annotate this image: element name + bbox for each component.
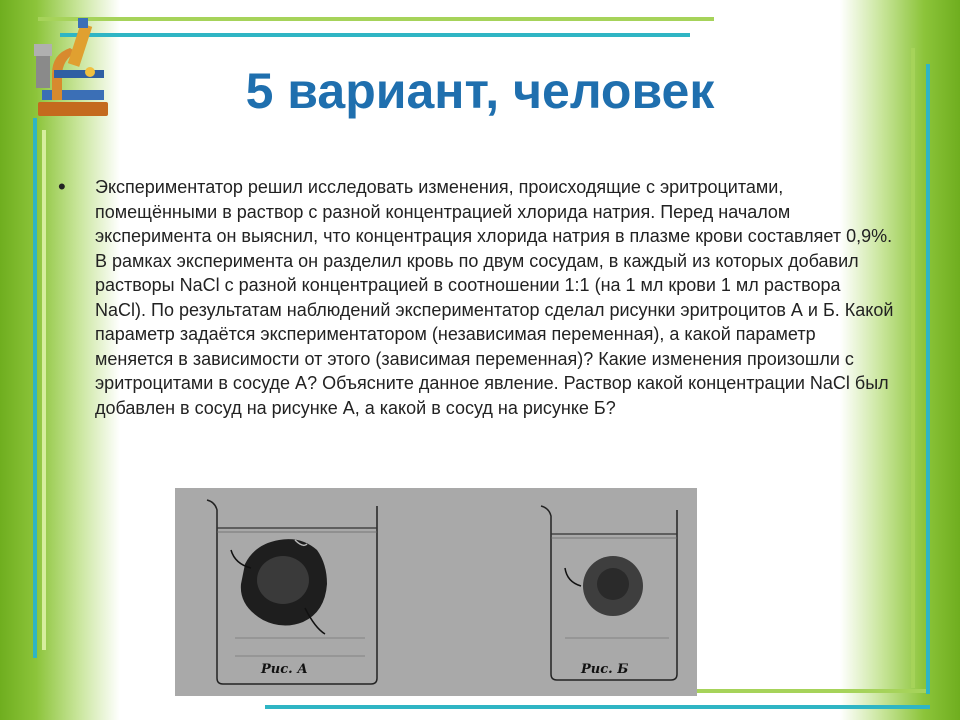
erythrocyte-b-icon <box>565 556 643 616</box>
task-text: Экспериментатор решил исследовать изменения, происходящие с эритроцитами, помещёнными в раствор с разной концентрацией хлорида натрия. Перед началом эксперимента он выяснил, что концентрация хлорида натрия в плазме крови составляет 0,9%. В рамках эксперимента он разделил кровь по двум сосудам, в каждый из которых добавил растворы NaCl с разной концентрацией в соотношении 1:1 (на 1 мл крови 1 мл раствора NaCl). По результатам наблюдений экспериментатор сделал рисунки эритроцитов А и Б. Какой параметр задаётся экспериментатором (независимая переменная), а какой параметр меняется в зависимости от этого (зависимая переменная)? Какие изменения произошли с эритроцитами в сосуде А? Объясните данное явление. Раствор какой концентрации NaCl был добавлен в сосуд на рисунке А, а какой в сосуд на рисунке Б? <box>95 177 894 418</box>
erythrocyte-a-icon <box>231 539 327 634</box>
bullet-marker: • <box>58 174 66 199</box>
right-vline-2 <box>926 64 930 694</box>
top-line-1 <box>38 17 714 21</box>
left-vline-2 <box>42 130 46 650</box>
figure-label-b: Рис. Б <box>581 662 629 677</box>
right-vline-1 <box>911 48 915 688</box>
left-vline-1 <box>33 118 37 658</box>
slide-title: 5 вариант, человек <box>245 63 715 119</box>
bottom-line-2 <box>265 705 930 709</box>
figure-label-a: Рис. А <box>261 662 308 677</box>
top-line-2 <box>60 33 690 37</box>
experiment-figure <box>175 488 697 696</box>
